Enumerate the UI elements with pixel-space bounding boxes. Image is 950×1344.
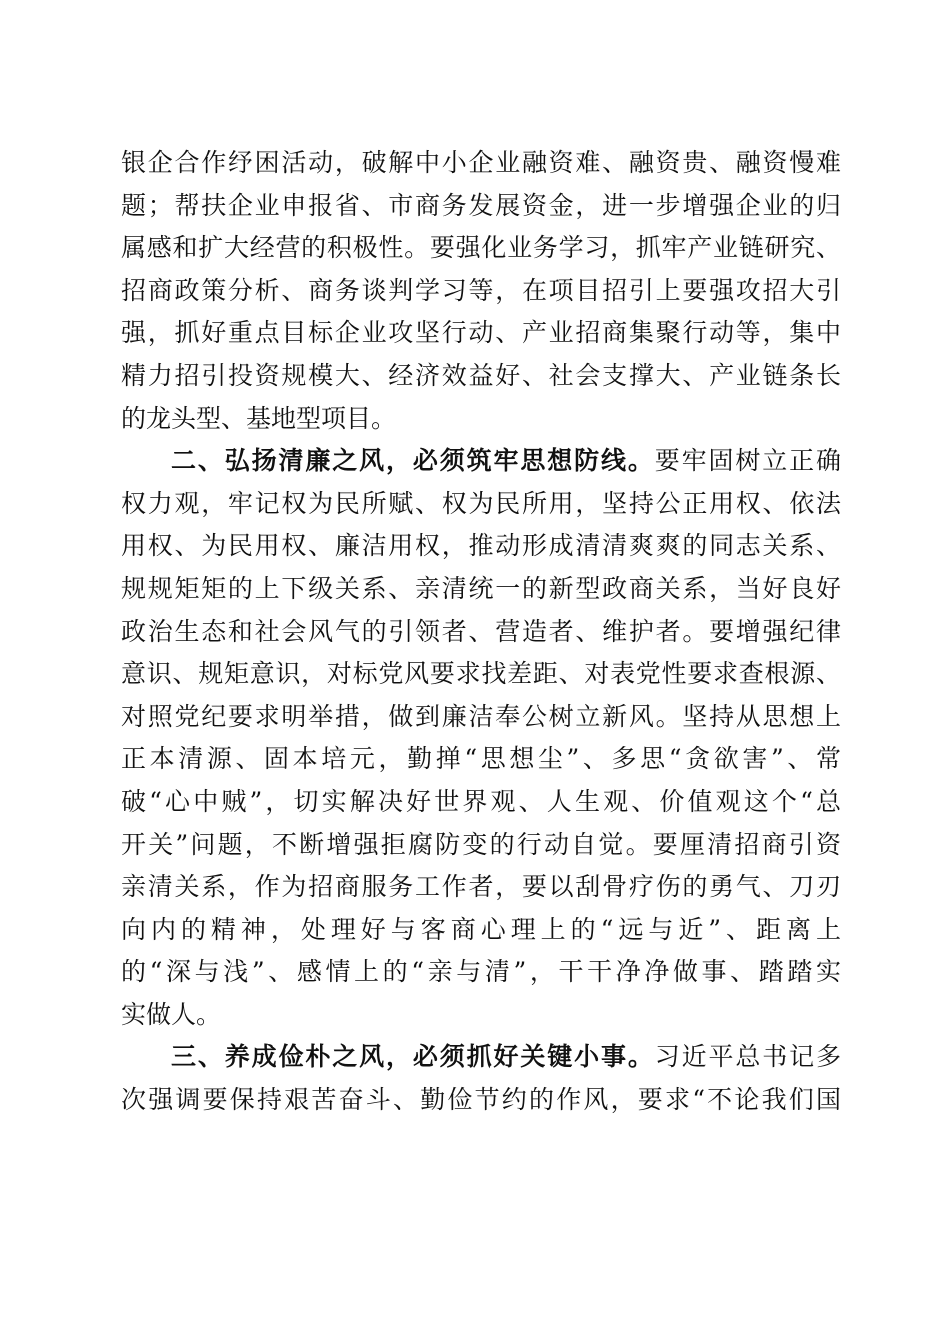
heading-line-text: 习近平总书记多 — [654, 1042, 841, 1072]
text-line: 权力观，牢记权为民所赋、权为民所用，坚持公正用权、依法 — [121, 488, 841, 518]
text-line: 属感和扩大经营的积极性。要强化业务学习，抓牢产业链研究、 — [121, 233, 841, 263]
text-line: 次强调要保持艰苦奋斗、勤俭节约的作风，要求“不论我们国 — [121, 1085, 841, 1115]
body-text — [121, 142, 841, 1122]
text-line: 破“心中贼”，切实解决好世界观、人生观、价值观这个“总 — [121, 786, 841, 816]
section-heading-2: 二、弘扬清廉之风，必须筑牢思想防线。 — [171, 446, 655, 476]
text-line: 意识、规矩意识，对标党风要求找差距、对表党性要求查根源、 — [121, 659, 841, 689]
section-heading-line — [121, 440, 841, 483]
text-line: 正本清源、固本培元，勤掸“思想尘”、多思“贪欲害”、常 — [121, 744, 841, 774]
text-line: 规规矩矩的上下级关系、亲清统一的新型政商关系，当好良好 — [121, 573, 841, 603]
section-heading-line — [121, 1036, 841, 1079]
text-line: 精力招引投资规模大、经济效益好、社会支撑大、产业链条长 — [121, 360, 841, 390]
text-line: 题；帮扶企业申报省、市商务发展资金，进一步增强企业的归 — [121, 190, 841, 220]
text-line: 的龙头型、基地型项目。 — [121, 403, 397, 433]
text-line: 政治生态和社会风气的引领者、营造者、维护者。要增强纪律 — [121, 616, 841, 646]
heading-line-text: 要牢固树立正确 — [654, 446, 841, 476]
text-line: 亲清关系，作为招商服务工作者，要以刮骨疗伤的勇气、刀刃 — [121, 872, 841, 902]
text-line: 对照党纪要求明举措，做到廉洁奉公树立新风。坚持从思想上 — [121, 701, 841, 731]
text-line: 用权、为民用权、廉洁用权，推动形成清清爽爽的同志关系、 — [121, 531, 841, 561]
text-line: 开关”问题，不断增强拒腐防变的行动自觉。要厘清招商引资 — [121, 829, 841, 859]
text-line: 招商政策分析、商务谈判学习等，在项目招引上要强攻招大引 — [121, 275, 841, 305]
text-line: 实做人。 — [121, 999, 222, 1029]
text-line: 向内的精神，处理好与客商心理上的“远与近”、距离上 — [121, 914, 841, 944]
section-heading-3: 三、养成俭朴之风，必须抓好关键小事。 — [171, 1042, 655, 1072]
text-line: 强，抓好重点目标企业攻坚行动、产业招商集聚行动等，集中 — [121, 318, 841, 348]
text-line: 的“深与浅”、感情上的“亲与清”，干干净净做事、踏踏实 — [121, 957, 841, 987]
text-line: 银企合作纾困活动，破解中小企业融资难、融资贵、融资慢难 — [121, 148, 841, 177]
